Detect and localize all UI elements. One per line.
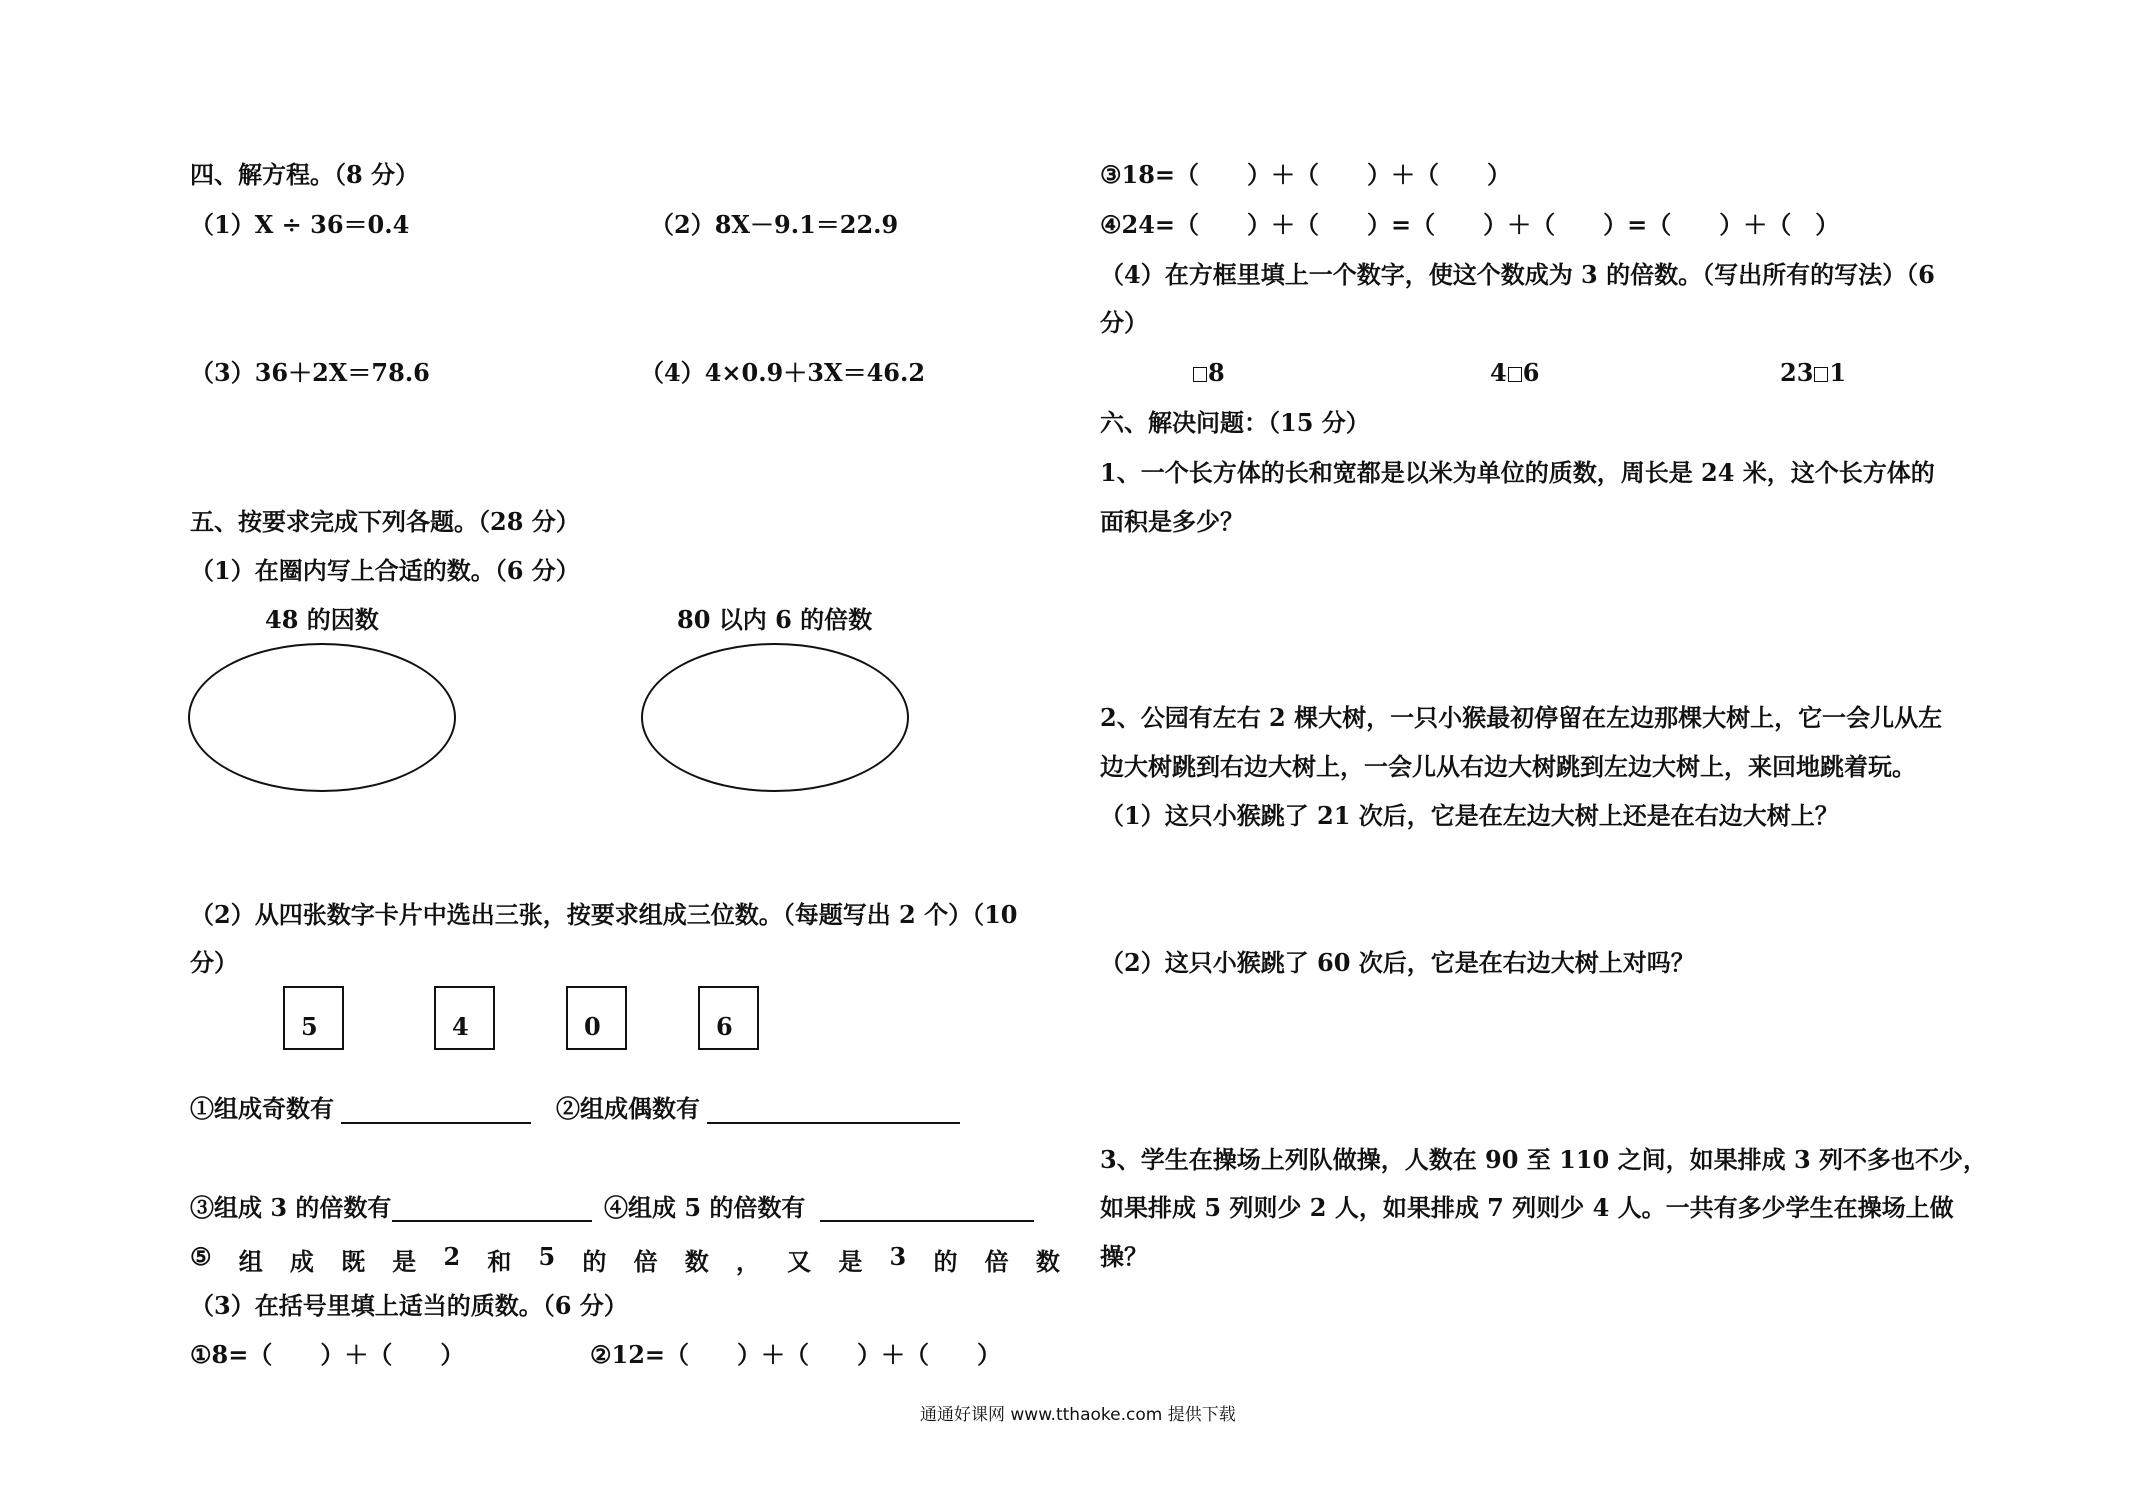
problem-2-question-2: （2）这只小猴跳了 60 次后，它是在右边大树上对吗？ <box>1100 948 1695 977</box>
box-number-2: 4 6 <box>1490 358 1540 387</box>
section-4-title: 四、解方程。（8 分） <box>190 160 420 189</box>
digit-card: 5 <box>283 986 344 1050</box>
digit-card: 4 <box>434 986 495 1050</box>
answer-oval-factors <box>188 643 456 792</box>
equation-3: （3）36＋2X＝78.6 <box>190 358 430 387</box>
sub-question-2: ②组成偶数有 <box>556 1094 700 1123</box>
question-3: （3）在括号里填上适当的质数。（6 分） <box>190 1291 628 1320</box>
problem-2-question-1: （1）这只小猴跳了 21 次后，它是在左边大树上还是在右边大树上？ <box>1100 801 1839 830</box>
answer-line <box>341 1122 531 1124</box>
answer-oval-multiples <box>641 643 909 792</box>
equation-4: （4）4×0.9＋3X＝46.2 <box>640 358 926 387</box>
answer-line <box>392 1220 592 1222</box>
sub-question-4: ④组成 5 的倍数有 <box>604 1193 806 1222</box>
problem-3-line1: 3、学生在操场上列队做操，人数在 90 至 110 之间，如果排成 3 列不多也不少， <box>1100 1145 1988 1174</box>
equation-2: （2）8X－9.1＝22.9 <box>650 210 899 239</box>
oval-2-label: 80 以内 6 的倍数 <box>677 605 873 634</box>
box-number-3: 23 1 <box>1780 358 1847 387</box>
blank-box <box>1508 367 1522 382</box>
equation-1: （1）X ÷ 36＝0.4 <box>190 210 410 239</box>
problem-3-line3: 操？ <box>1100 1242 1148 1271</box>
question-4-line2: 分） <box>1100 308 1148 337</box>
problem-3-line2: 如果排成 5 列则少 2 人，如果排成 7 列则少 4 人。一共有多少学生在操场上做 <box>1100 1193 1954 1222</box>
prime-sum-2: ②12=（ ）＋（ ）＋（ ） <box>590 1340 1002 1369</box>
blank-box <box>1193 367 1207 382</box>
question-1: （1）在圈内写上合适的数。（6 分） <box>190 556 580 585</box>
blank-box <box>1814 367 1828 382</box>
answer-line <box>707 1122 960 1124</box>
sub-question-3: ③组成 3 的倍数有 <box>190 1193 392 1222</box>
section-5-title: 五、按要求完成下列各题。（28 分） <box>190 507 580 536</box>
section-6-title: 六、解决问题：（15 分） <box>1100 408 1370 437</box>
digit-card: 0 <box>566 986 627 1050</box>
digit-card: 6 <box>698 986 759 1050</box>
footer-credit: 通通好课网 www.tthaoke.com 提供下载 <box>920 1405 1236 1425</box>
prime-sum-3: ③18=（ ）＋（ ）＋（ ） <box>1100 160 1512 189</box>
question-4-line1: （4）在方框里填上一个数字，使这个数成为 3 的倍数。（写出所有的写法）（6 <box>1100 260 1935 289</box>
prime-sum-4: ④24=（ ）＋（ ）=（ ）＋（ ）=（ ）＋（ ） <box>1100 210 1840 239</box>
oval-1-label: 48 的因数 <box>265 605 379 634</box>
prime-sum-1: ①8=（ ）＋（ ） <box>190 1340 465 1369</box>
sub-question-5: ⑤ 组 成 既 是 2 和 5 的 倍 数 ， 又 是 3 的 倍 数 <box>190 1242 1060 1276</box>
question-2-line1: （2）从四张数字卡片中选出三张，按要求组成三位数。（每题写出 2 个）（10 <box>190 900 1018 929</box>
problem-1-line2: 面积是多少？ <box>1100 507 1244 536</box>
problem-2-line1: 2、公园有左右 2 棵大树，一只小猴最初停留在左边那棵大树上，它一会儿从左 <box>1100 703 1943 732</box>
problem-2-line2: 边大树跳到右边大树上，一会儿从右边大树跳到左边大树上，来回地跳着玩。 <box>1100 752 1916 781</box>
problem-1-line1: 1、一个长方体的长和宽都是以米为单位的质数，周长是 24 米，这个长方体的 <box>1100 458 1935 487</box>
question-2-line2: 分） <box>190 948 238 977</box>
answer-line <box>820 1220 1034 1222</box>
box-number-1: 8 <box>1192 358 1225 388</box>
sub-question-1: ①组成奇数有 <box>190 1094 334 1123</box>
